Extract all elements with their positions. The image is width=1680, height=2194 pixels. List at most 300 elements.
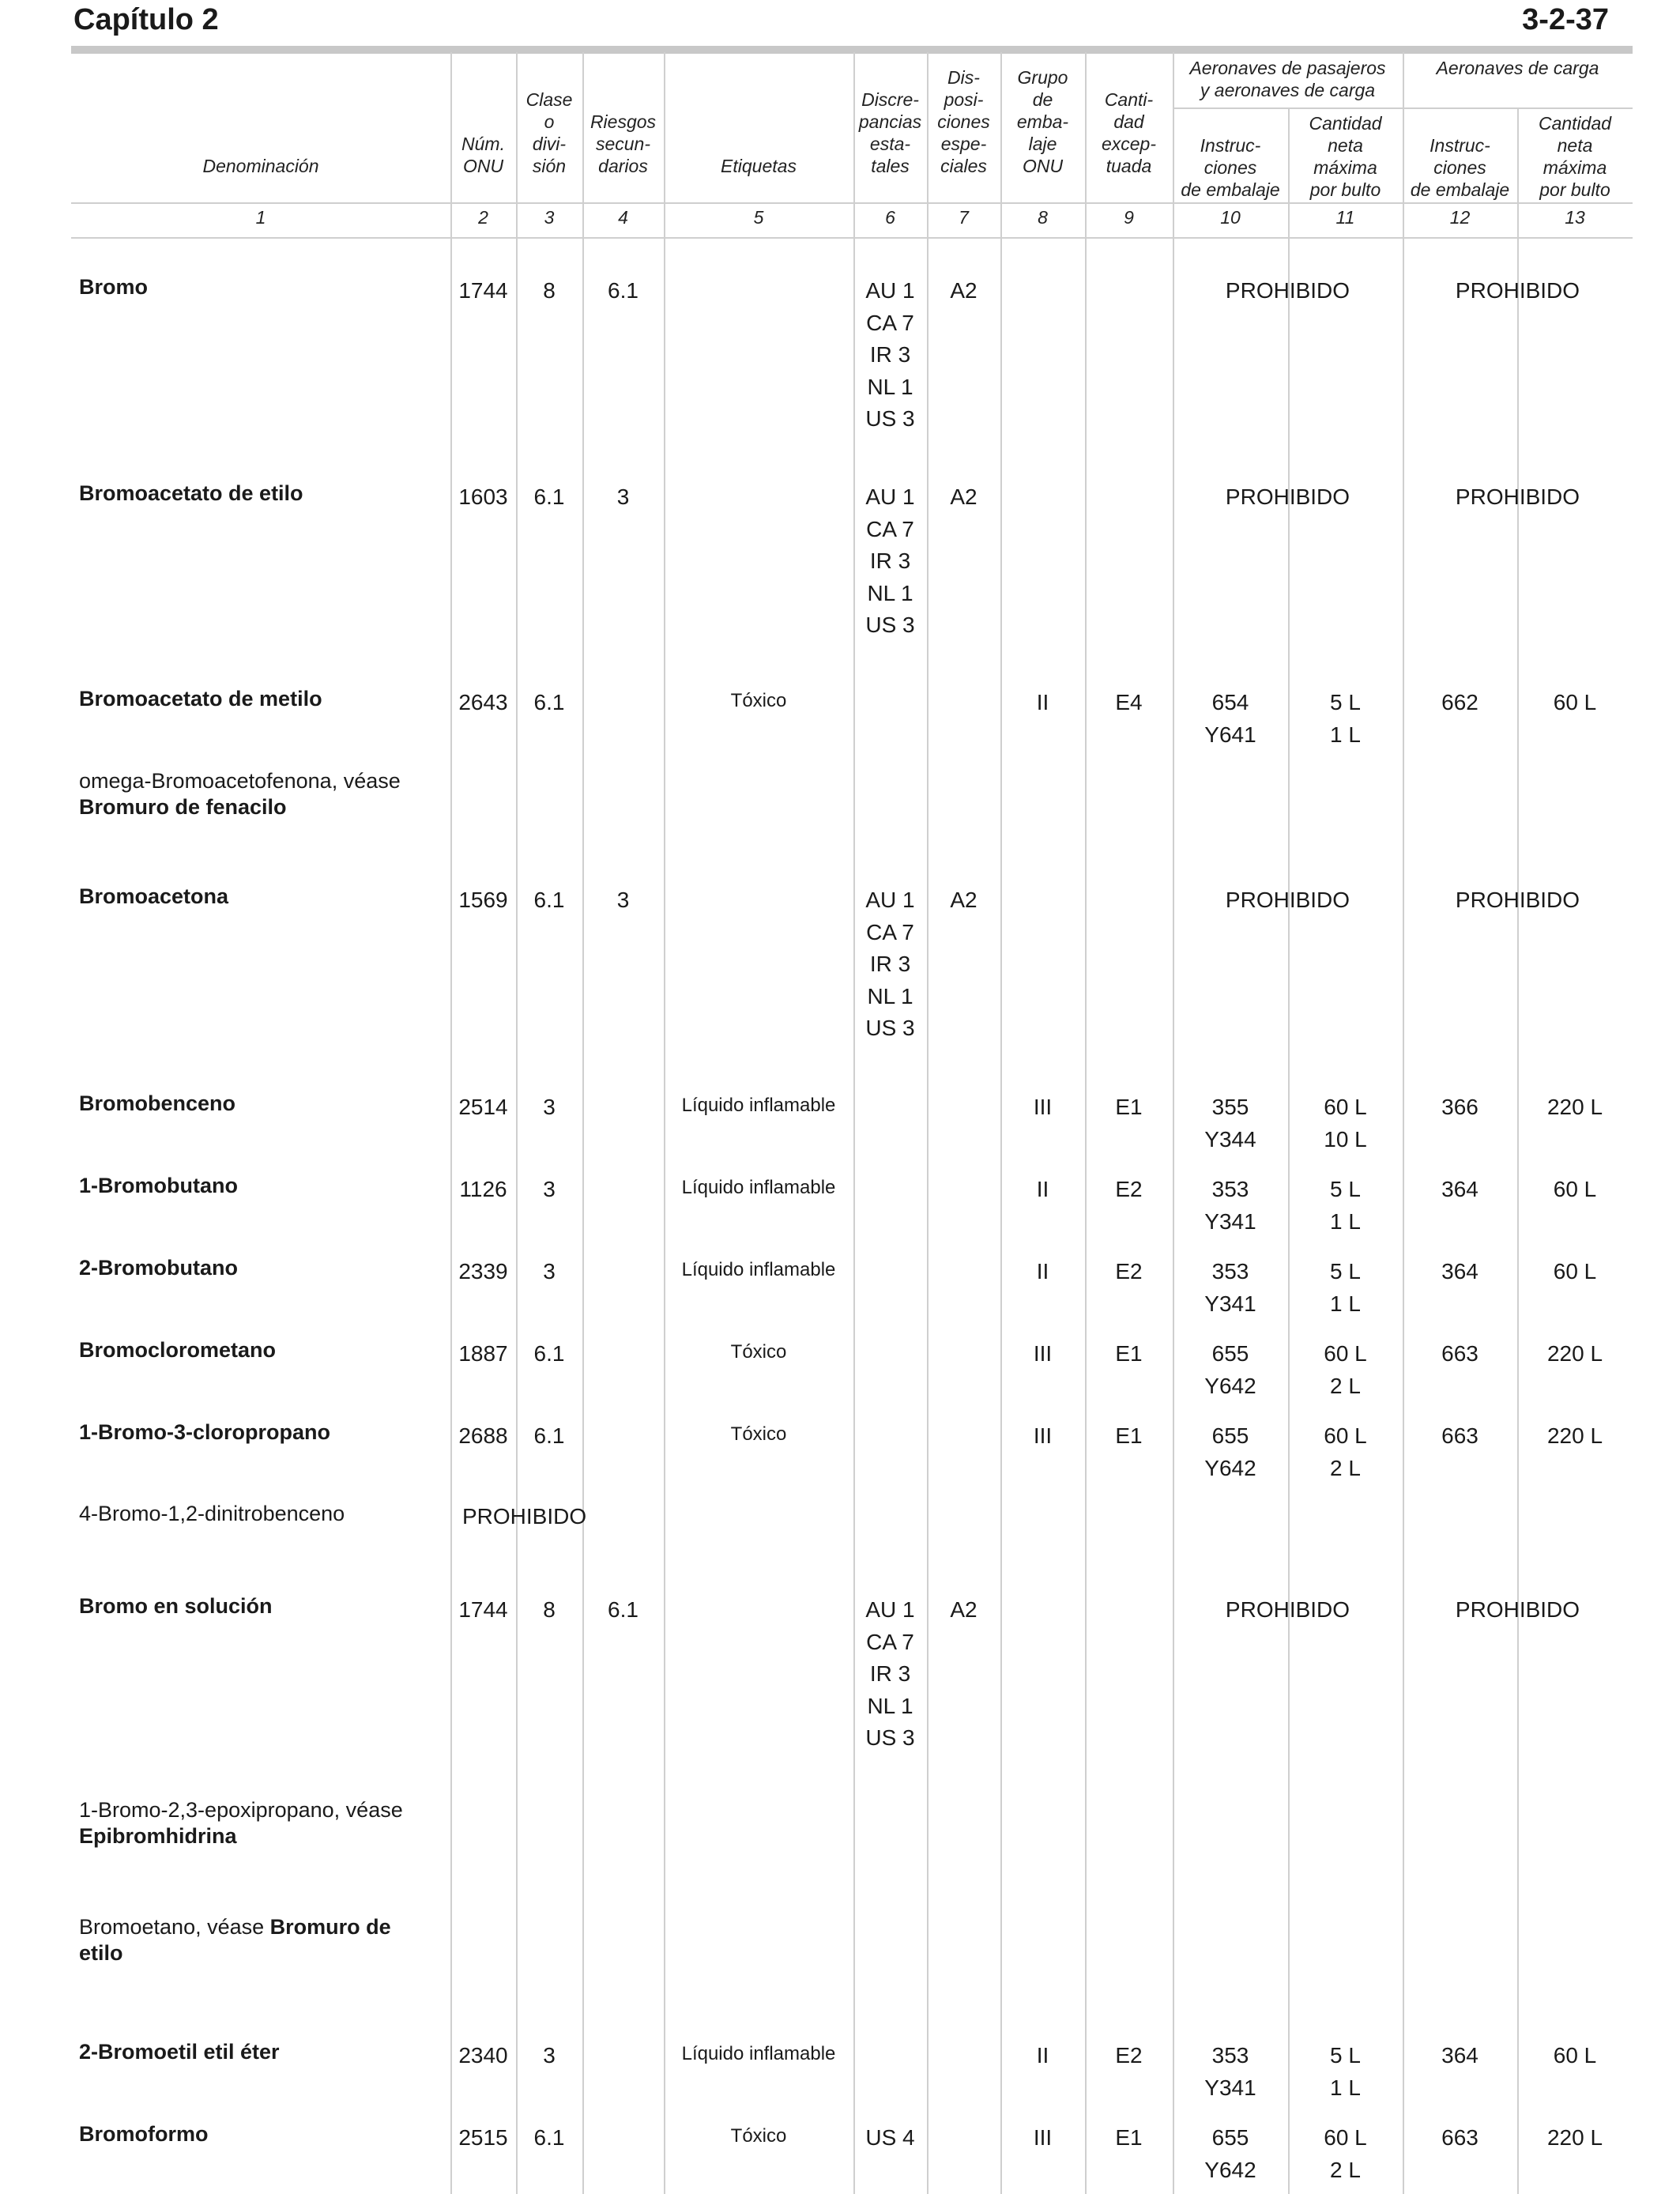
pax-packing-instruction bbox=[1173, 1420, 1288, 1484]
cell-line: 364 bbox=[1441, 1259, 1478, 1284]
cell-line: E2 bbox=[1115, 1259, 1143, 1284]
cell-line: 2339 bbox=[458, 1259, 508, 1284]
header-line: Riesgos bbox=[590, 111, 657, 132]
un-number bbox=[450, 2122, 516, 2154]
cell-line: 663 bbox=[1441, 2125, 1478, 2150]
cell-line: 353 bbox=[1211, 2043, 1249, 2068]
substance-name bbox=[79, 2121, 439, 2147]
name-bold: Bromuro de fenacilo bbox=[79, 795, 287, 819]
cell-line: CA 7 bbox=[866, 516, 914, 541]
class-division bbox=[516, 1174, 582, 1206]
substance-name bbox=[79, 768, 439, 820]
cell-line: 220 L bbox=[1546, 2125, 1603, 2150]
cell-line: 60 L bbox=[1324, 1095, 1367, 1119]
substance-name bbox=[79, 884, 439, 910]
packing-group bbox=[1000, 1338, 1085, 1370]
header-line: ONU bbox=[462, 156, 504, 176]
header-line: divi- bbox=[532, 134, 567, 154]
cell-line: 6.1 bbox=[533, 888, 565, 912]
forbidden-all: PROHIBIDO bbox=[462, 1504, 587, 1529]
cell-line: 364 bbox=[1441, 1177, 1478, 1201]
header-instrucciones-cargo bbox=[1403, 134, 1517, 201]
cell-line: III bbox=[1033, 2125, 1053, 2150]
cell-line: 355 bbox=[1211, 1095, 1249, 1119]
class-division bbox=[516, 481, 582, 514]
pax-packing-instruction bbox=[1173, 1256, 1288, 1320]
cell-line: 1744 bbox=[458, 278, 508, 303]
cell-line: 60 L bbox=[1324, 1341, 1367, 1366]
cell-line: 10 L bbox=[1324, 1126, 1367, 1152]
pax-forbidden: PROHIBIDO bbox=[1225, 1597, 1350, 1622]
cell-line: III bbox=[1033, 1423, 1053, 1448]
un-number bbox=[450, 1174, 516, 1206]
header-line: tuada bbox=[1106, 156, 1152, 176]
name-bold: Bromoclorometano bbox=[79, 1338, 277, 1362]
cell-line: US 3 bbox=[865, 406, 915, 431]
cargo-forbidden: PROHIBIDO bbox=[1455, 278, 1580, 303]
substance-name bbox=[79, 1593, 439, 1619]
name-bold: 2-Bromobutano bbox=[79, 1256, 238, 1280]
name-bold: Bromoacetona bbox=[79, 884, 229, 908]
excepted-quantity bbox=[1085, 2040, 1173, 2072]
column-number: 1 bbox=[255, 207, 266, 228]
header-line: Aeronaves de carga bbox=[1436, 58, 1599, 78]
cargo-packing-instruction bbox=[1403, 1091, 1517, 1124]
cell-line: E1 bbox=[1115, 1095, 1143, 1119]
state-variations bbox=[853, 2122, 927, 2154]
header-line: Canti- bbox=[1104, 89, 1154, 110]
name-bold: Epibromhidrina bbox=[79, 1824, 237, 1848]
cell-line: IR 3 bbox=[869, 1661, 911, 1686]
substance-name bbox=[79, 1419, 439, 1446]
packing-group bbox=[1000, 2040, 1085, 2072]
substance-name bbox=[79, 1255, 439, 1281]
cargo-packing-instruction bbox=[1403, 1420, 1517, 1453]
substance-name bbox=[79, 1797, 439, 1849]
cell-line: 663 bbox=[1441, 1423, 1478, 1448]
cell-line: 1126 bbox=[459, 1177, 507, 1201]
header-line: emba- bbox=[1016, 111, 1069, 132]
cell-line: 1744 bbox=[458, 1597, 508, 1622]
cell-line: 5 L bbox=[1330, 1259, 1361, 1284]
hazard-label: Tóxico bbox=[730, 2125, 787, 2147]
header-line: esta- bbox=[869, 134, 911, 154]
header-line: dad bbox=[1113, 111, 1144, 132]
cell-line: 662 bbox=[1441, 690, 1478, 714]
cell-line: Y341 bbox=[1204, 1208, 1256, 1234]
cell-line: 3 bbox=[616, 484, 630, 509]
cell-line: AU 1 bbox=[865, 278, 915, 303]
header-denominacion bbox=[71, 155, 450, 177]
class-division bbox=[516, 275, 582, 307]
cell-line: AU 1 bbox=[865, 1597, 915, 1622]
header-disposiciones bbox=[927, 66, 1000, 177]
cargo-forbidden: PROHIBIDO bbox=[1455, 484, 1580, 509]
substance-name bbox=[79, 686, 439, 712]
header-line: Clase bbox=[525, 89, 573, 110]
cell-line: II bbox=[1036, 1177, 1049, 1201]
header-cantidad-pax bbox=[1288, 112, 1403, 201]
cell-line: 3 bbox=[543, 1177, 556, 1201]
un-number bbox=[450, 1091, 516, 1124]
state-variations bbox=[853, 1594, 927, 1755]
subsidiary-risk bbox=[582, 884, 664, 917]
cargo-packing-instruction bbox=[1403, 2040, 1517, 2072]
cell-line: 8 bbox=[543, 1597, 556, 1622]
header-line: ciales bbox=[940, 156, 987, 176]
cell-line: 60 L bbox=[1324, 1423, 1367, 1448]
header-clase bbox=[516, 89, 582, 177]
substance-name bbox=[79, 2039, 439, 2065]
name-bold: 1-Bromo-3-cloropropano bbox=[79, 1420, 331, 1444]
cell-line: 2 L bbox=[1330, 1373, 1361, 1398]
header-line: Dis- bbox=[947, 67, 980, 88]
un-number bbox=[450, 1338, 516, 1370]
cell-line: A2 bbox=[950, 888, 977, 912]
header-line: Discre- bbox=[861, 89, 919, 110]
pax-packing-instruction bbox=[1173, 1091, 1288, 1155]
hazard-label: Tóxico bbox=[730, 1341, 787, 1363]
cell-line: 654 bbox=[1211, 690, 1249, 714]
column-number: 2 bbox=[478, 207, 488, 228]
pax-forbidden: PROHIBIDO bbox=[1225, 278, 1350, 303]
class-division bbox=[516, 1256, 582, 1288]
pax-max-quantity bbox=[1288, 1420, 1403, 1484]
packing-group bbox=[1000, 2122, 1085, 2154]
excepted-quantity bbox=[1085, 1420, 1173, 1453]
cell-line: II bbox=[1036, 2043, 1049, 2068]
cell-line: US 3 bbox=[865, 1016, 915, 1040]
class-division bbox=[516, 1420, 582, 1453]
cell-line: 1 L bbox=[1330, 1291, 1361, 1316]
cargo-packing-instruction bbox=[1403, 2122, 1517, 2154]
un-number bbox=[450, 687, 516, 719]
cell-line: IR 3 bbox=[869, 548, 911, 573]
header-line: máxima bbox=[1543, 157, 1607, 178]
header-line: pancias bbox=[858, 111, 922, 132]
cell-line: Y344 bbox=[1204, 1126, 1256, 1152]
cell-line: 6.1 bbox=[533, 690, 565, 714]
name-bold: Bromo en solución bbox=[79, 1594, 273, 1618]
cell-line: 6.1 bbox=[608, 1597, 638, 1622]
cell-line: 353 bbox=[1211, 1177, 1249, 1201]
cell-line: 1569 bbox=[458, 888, 508, 912]
cell-line: 2340 bbox=[458, 2043, 508, 2068]
cargo-packing-instruction bbox=[1403, 1338, 1517, 1370]
cargo-packing-instruction bbox=[1403, 687, 1517, 719]
cell-line: A2 bbox=[950, 484, 977, 509]
header-line: Núm. bbox=[461, 134, 505, 154]
substance-name bbox=[79, 1337, 439, 1363]
cargo-packing-instruction bbox=[1403, 1174, 1517, 1206]
state-variations bbox=[853, 884, 927, 1045]
name-bold: Bromoacetato de etilo bbox=[79, 481, 303, 505]
header-line: ciones bbox=[1203, 157, 1257, 178]
pax-packing-instruction bbox=[1173, 2122, 1288, 2186]
cargo-packing-instruction bbox=[1403, 1256, 1517, 1288]
cell-line: IR 3 bbox=[869, 952, 911, 976]
header-line: ciones bbox=[937, 111, 990, 132]
header-line: de embalaje bbox=[1181, 179, 1280, 200]
special-provisions bbox=[927, 1594, 1000, 1627]
cell-line: US 3 bbox=[865, 613, 915, 637]
column-number: 7 bbox=[959, 207, 969, 228]
cell-line: 2643 bbox=[458, 690, 508, 714]
header-line: posi- bbox=[944, 89, 984, 110]
packing-group bbox=[1000, 1256, 1085, 1288]
hazard-label: Tóxico bbox=[730, 1423, 787, 1445]
header-line: secun- bbox=[595, 134, 651, 154]
cell-line: Y341 bbox=[1204, 1291, 1256, 1316]
class-division bbox=[516, 2122, 582, 2154]
un-number bbox=[450, 1594, 516, 1627]
column-number: 5 bbox=[753, 207, 764, 228]
cell-line: 6.1 bbox=[533, 1341, 565, 1366]
header-line: de embalaje bbox=[1410, 179, 1510, 200]
cell-line: II bbox=[1036, 690, 1049, 714]
excepted-quantity bbox=[1085, 687, 1173, 719]
header-line: de bbox=[1032, 89, 1053, 110]
name-bold: Bromo bbox=[79, 275, 148, 299]
name-see-reference: Bromoetano, véase bbox=[79, 1915, 270, 1939]
header-grupo-embalaje bbox=[1000, 66, 1085, 177]
cargo-forbidden: PROHIBIDO bbox=[1455, 888, 1580, 912]
cell-line: 60 L bbox=[1553, 690, 1597, 714]
header-line: máxima bbox=[1313, 157, 1377, 178]
cell-line: 655 bbox=[1211, 1423, 1249, 1448]
column-number: 4 bbox=[618, 207, 628, 228]
cell-line: NL 1 bbox=[867, 374, 913, 399]
substance-name bbox=[79, 1091, 439, 1117]
cell-line: 2515 bbox=[458, 2125, 508, 2150]
header-line: Cantidad bbox=[1309, 113, 1382, 134]
cell-line: AU 1 bbox=[865, 484, 915, 509]
column-number-rule bbox=[71, 237, 1633, 239]
excepted-quantity bbox=[1085, 1338, 1173, 1370]
cargo-max-quantity bbox=[1517, 687, 1633, 719]
cell-line: 8 bbox=[543, 278, 556, 303]
name-bold: 2-Bromoetil etil éter bbox=[79, 2040, 280, 2064]
cell-line: 60 L bbox=[1553, 1177, 1597, 1201]
header-line: Etiquetas bbox=[721, 156, 797, 176]
cell-line: 655 bbox=[1211, 1341, 1249, 1366]
name-bold: 1-Bromobutano bbox=[79, 1174, 238, 1197]
pax-max-quantity bbox=[1288, 2040, 1403, 2104]
cell-line: E4 bbox=[1115, 690, 1143, 714]
header-instrucciones-pax bbox=[1173, 134, 1288, 201]
cell-line: 60 L bbox=[1553, 1259, 1597, 1284]
cell-line: 3 bbox=[543, 1095, 556, 1119]
cell-line: E1 bbox=[1115, 1423, 1143, 1448]
cell-line: 6.1 bbox=[533, 2125, 565, 2150]
header-line: darios bbox=[598, 156, 648, 176]
pax-packing-instruction bbox=[1173, 687, 1288, 751]
pax-packing-instruction bbox=[1173, 1338, 1288, 1402]
cell-line: 353 bbox=[1211, 1259, 1249, 1284]
class-division bbox=[516, 884, 582, 917]
hazard-label: Líquido inflamable bbox=[681, 1177, 836, 1198]
header-line: sión bbox=[532, 156, 567, 176]
column-number: 10 bbox=[1220, 207, 1241, 228]
cell-line: E1 bbox=[1115, 1341, 1143, 1366]
packing-group bbox=[1000, 1091, 1085, 1124]
page-number: 3-2-37 bbox=[1522, 3, 1609, 36]
header-line: tales bbox=[871, 156, 910, 176]
header-bottom-rule bbox=[71, 202, 1633, 204]
cell-line: A2 bbox=[950, 1597, 977, 1622]
excepted-quantity bbox=[1085, 1174, 1173, 1206]
cell-line: CA 7 bbox=[866, 310, 914, 335]
column-rule bbox=[582, 52, 584, 2194]
hazard-label: Líquido inflamable bbox=[681, 2043, 836, 2064]
cell-line: NL 1 bbox=[867, 580, 913, 605]
header-line: Cantidad bbox=[1538, 113, 1612, 134]
column-number: 11 bbox=[1335, 207, 1355, 228]
subsidiary-risk bbox=[582, 275, 664, 307]
header-rule bbox=[71, 46, 1633, 54]
header-line: espe- bbox=[940, 134, 987, 154]
cell-line: Y641 bbox=[1204, 722, 1256, 747]
class-division bbox=[516, 1338, 582, 1370]
cell-line: 2 L bbox=[1330, 2157, 1361, 2182]
state-variations bbox=[853, 481, 927, 642]
pax-forbidden: PROHIBIDO bbox=[1225, 484, 1350, 509]
un-number bbox=[450, 275, 516, 307]
cell-line: 60 L bbox=[1553, 2043, 1597, 2068]
header-group-cargo bbox=[1403, 57, 1633, 79]
class-division bbox=[516, 1594, 582, 1627]
cell-line: 6.1 bbox=[608, 278, 638, 303]
name-plain: 4-Bromo-1,2-dinitrobenceno bbox=[79, 1502, 345, 1525]
name-bold: Bromoacetato de metilo bbox=[79, 687, 322, 711]
cell-line: 6.1 bbox=[533, 1423, 565, 1448]
hazard-label: Líquido inflamable bbox=[681, 1095, 836, 1116]
pax-max-quantity bbox=[1288, 1338, 1403, 1402]
cell-line: III bbox=[1033, 1341, 1053, 1366]
packing-group bbox=[1000, 1420, 1085, 1453]
pax-max-quantity bbox=[1288, 2122, 1403, 2186]
hazard-label: Líquido inflamable bbox=[681, 1259, 836, 1280]
name-bold: Bromoformo bbox=[79, 2122, 209, 2146]
header-num-onu bbox=[450, 133, 516, 177]
cargo-max-quantity bbox=[1517, 1174, 1633, 1206]
cell-line: Y642 bbox=[1204, 2157, 1256, 2182]
header-cantidad-cargo bbox=[1517, 112, 1633, 201]
cell-line: E2 bbox=[1115, 1177, 1143, 1201]
class-division bbox=[516, 687, 582, 719]
un-number bbox=[450, 1256, 516, 1288]
cell-line: 5 L bbox=[1330, 2043, 1361, 2068]
cell-line: 364 bbox=[1441, 2043, 1478, 2068]
header-line: o bbox=[544, 111, 555, 132]
cell-line: 1887 bbox=[458, 1341, 508, 1366]
chapter-title: Capítulo 2 bbox=[73, 3, 219, 36]
header-line: Denominación bbox=[202, 156, 319, 176]
substance-name bbox=[79, 1501, 439, 1527]
pax-packing-instruction bbox=[1173, 2040, 1288, 2104]
cell-line: E1 bbox=[1115, 2125, 1143, 2150]
cell-line: Y642 bbox=[1204, 1373, 1256, 1398]
name-bold: Bromobenceno bbox=[79, 1091, 236, 1115]
header-line: excep- bbox=[1101, 134, 1157, 154]
cell-line: NL 1 bbox=[867, 983, 913, 1008]
header-line: ONU bbox=[1022, 156, 1064, 176]
cell-line: 3 bbox=[543, 1259, 556, 1284]
cell-line: 2 L bbox=[1330, 1455, 1361, 1480]
cargo-max-quantity bbox=[1517, 1338, 1633, 1370]
cell-line: III bbox=[1033, 1095, 1053, 1119]
column-number: 6 bbox=[885, 207, 895, 228]
pax-max-quantity bbox=[1288, 1174, 1403, 1238]
header-cantidad-exceptuada bbox=[1085, 89, 1173, 177]
cell-line: 5 L bbox=[1330, 690, 1361, 714]
column-number: 12 bbox=[1449, 207, 1471, 228]
pax-max-quantity bbox=[1288, 687, 1403, 751]
header-line: neta bbox=[1328, 135, 1363, 156]
header-line: por bulto bbox=[1539, 179, 1610, 200]
header-line: Instruc- bbox=[1200, 135, 1261, 156]
header-line: Instruc- bbox=[1430, 135, 1490, 156]
cell-line: 3 bbox=[616, 888, 630, 912]
pax-max-quantity bbox=[1288, 1091, 1403, 1155]
cell-line: E2 bbox=[1115, 2043, 1143, 2068]
cell-line: 2514 bbox=[458, 1095, 508, 1119]
subsidiary-risk bbox=[582, 481, 664, 514]
pax-max-quantity bbox=[1288, 1256, 1403, 1320]
un-number bbox=[450, 481, 516, 514]
excepted-quantity bbox=[1085, 1091, 1173, 1124]
cell-line: NL 1 bbox=[867, 1693, 913, 1718]
special-provisions bbox=[927, 481, 1000, 514]
name-see-reference: omega-Bromoacetofenona, véase bbox=[79, 769, 401, 793]
un-number bbox=[450, 1420, 516, 1453]
cell-line: AU 1 bbox=[865, 888, 915, 912]
cell-line: II bbox=[1036, 1259, 1049, 1284]
cell-line: 655 bbox=[1211, 2125, 1249, 2150]
cargo-max-quantity bbox=[1517, 1420, 1633, 1453]
header-line: y aeronaves de carga bbox=[1200, 80, 1376, 100]
cell-line: CA 7 bbox=[866, 919, 914, 944]
cell-line: 1 L bbox=[1330, 1208, 1361, 1234]
packing-group bbox=[1000, 687, 1085, 719]
un-number bbox=[450, 884, 516, 917]
header-discrepancias bbox=[853, 89, 927, 177]
column-number: 8 bbox=[1038, 207, 1048, 228]
special-provisions bbox=[927, 884, 1000, 917]
substance-name bbox=[79, 1914, 439, 1966]
cargo-forbidden: PROHIBIDO bbox=[1455, 1597, 1580, 1622]
cell-line: 1 L bbox=[1330, 722, 1361, 747]
header-etiquetas bbox=[664, 155, 853, 177]
cell-line: 5 L bbox=[1330, 1177, 1361, 1201]
cell-line: US 3 bbox=[865, 1725, 915, 1750]
hazard-label: Tóxico bbox=[730, 690, 787, 711]
column-number: 9 bbox=[1124, 207, 1134, 228]
header-riesgos bbox=[582, 111, 664, 177]
cell-line: 1603 bbox=[458, 484, 508, 509]
header-line: ciones bbox=[1433, 157, 1486, 178]
cell-line: A2 bbox=[950, 278, 977, 303]
cell-line: 1 L bbox=[1330, 2075, 1361, 2100]
cargo-max-quantity bbox=[1517, 2122, 1633, 2154]
substance-name bbox=[79, 1173, 439, 1199]
cell-line: CA 7 bbox=[866, 1629, 914, 1654]
cell-line: 2688 bbox=[458, 1423, 508, 1448]
cargo-max-quantity bbox=[1517, 2040, 1633, 2072]
cell-line: Y341 bbox=[1204, 2075, 1256, 2100]
header-line: laje bbox=[1028, 134, 1057, 154]
substance-name bbox=[79, 274, 439, 300]
